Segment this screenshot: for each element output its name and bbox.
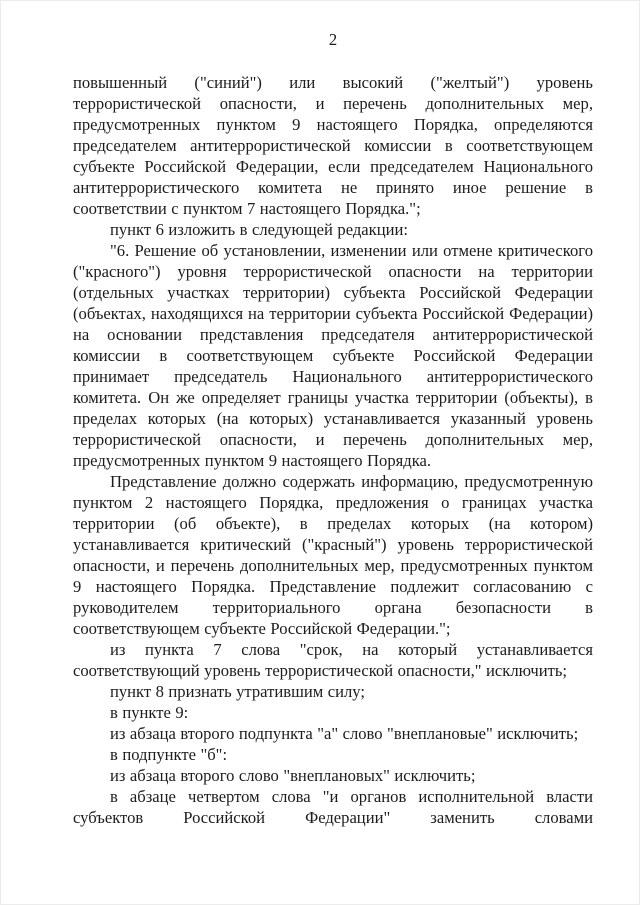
- paragraph: пункт 6 изложить в следующей редакции:: [110, 220, 408, 239]
- paragraph: из абзаца второго подпункта "а" слово "внеплановые" исключить;: [110, 724, 579, 743]
- paragraph: из пункта 7 слова "срок, на который устанавливается соответствующий уровень террористической опасности," исключить;: [73, 640, 593, 680]
- paragraph: в подпункте "б":: [110, 745, 228, 764]
- paragraph: повышенный ("синий") или высокий ("желтый") уровень террористической опасности, и перечень дополнительных мер, предусмотренных пунктом 9 настоящего Порядка, определяются председателем антитеррористической комиссии в соответствующем субъекте Российской Федерации, если председателем Национального антитеррористического комитета не принято иное решение в соответствии с пунктом 7 настоящего Порядка.";: [73, 73, 593, 218]
- paragraph: "6. Решение об установлении, изменении или отмене критического ("красного") уровня террористической опасности на территории (отдельных участках территории) субъекта Российской Федерации (объектах, находящихся на территории субъекта Российской Федерации) на основании представления председателя антитеррористической комиссии в соответствующем субъекте Российской Федерации принимает председатель Национального антитеррористического комитета. Он же определяет границы участка территории (объекты), в пределах которых (на которых) устанавливается указанный уровень террористической опасности, и перечень дополнительных мер, предусмотренных пунктом 9 настоящего Порядка.: [73, 241, 593, 470]
- paragraph: в пункте 9:: [110, 703, 189, 722]
- paragraph: из абзаца второго слово "внеплановых" исключить;: [110, 766, 476, 785]
- page-number: 2: [328, 30, 338, 49]
- paragraph: пункт 8 признать утратившим силу;: [110, 682, 365, 701]
- paragraph: в абзаце четвертом слова "и органов исполнительной власти субъектов Российской Федерации" заменить словами: [73, 787, 593, 827]
- paragraph: Представление должно содержать информацию, предусмотренную пунктом 2 настоящего Порядка, предложения о границах участка территории (об объекте), в пределах которых (на котором) устанавливается критический ("красный") уровень террористической опасности, и перечень дополнительных мер, предусмотренных пунктом 9 настоящего Порядка. Представление подлежит согласованию с руководителем территориального органа безопасности в соответствующем субъекте Российской Федерации.";: [73, 472, 593, 638]
- document-body: [73, 72, 593, 828]
